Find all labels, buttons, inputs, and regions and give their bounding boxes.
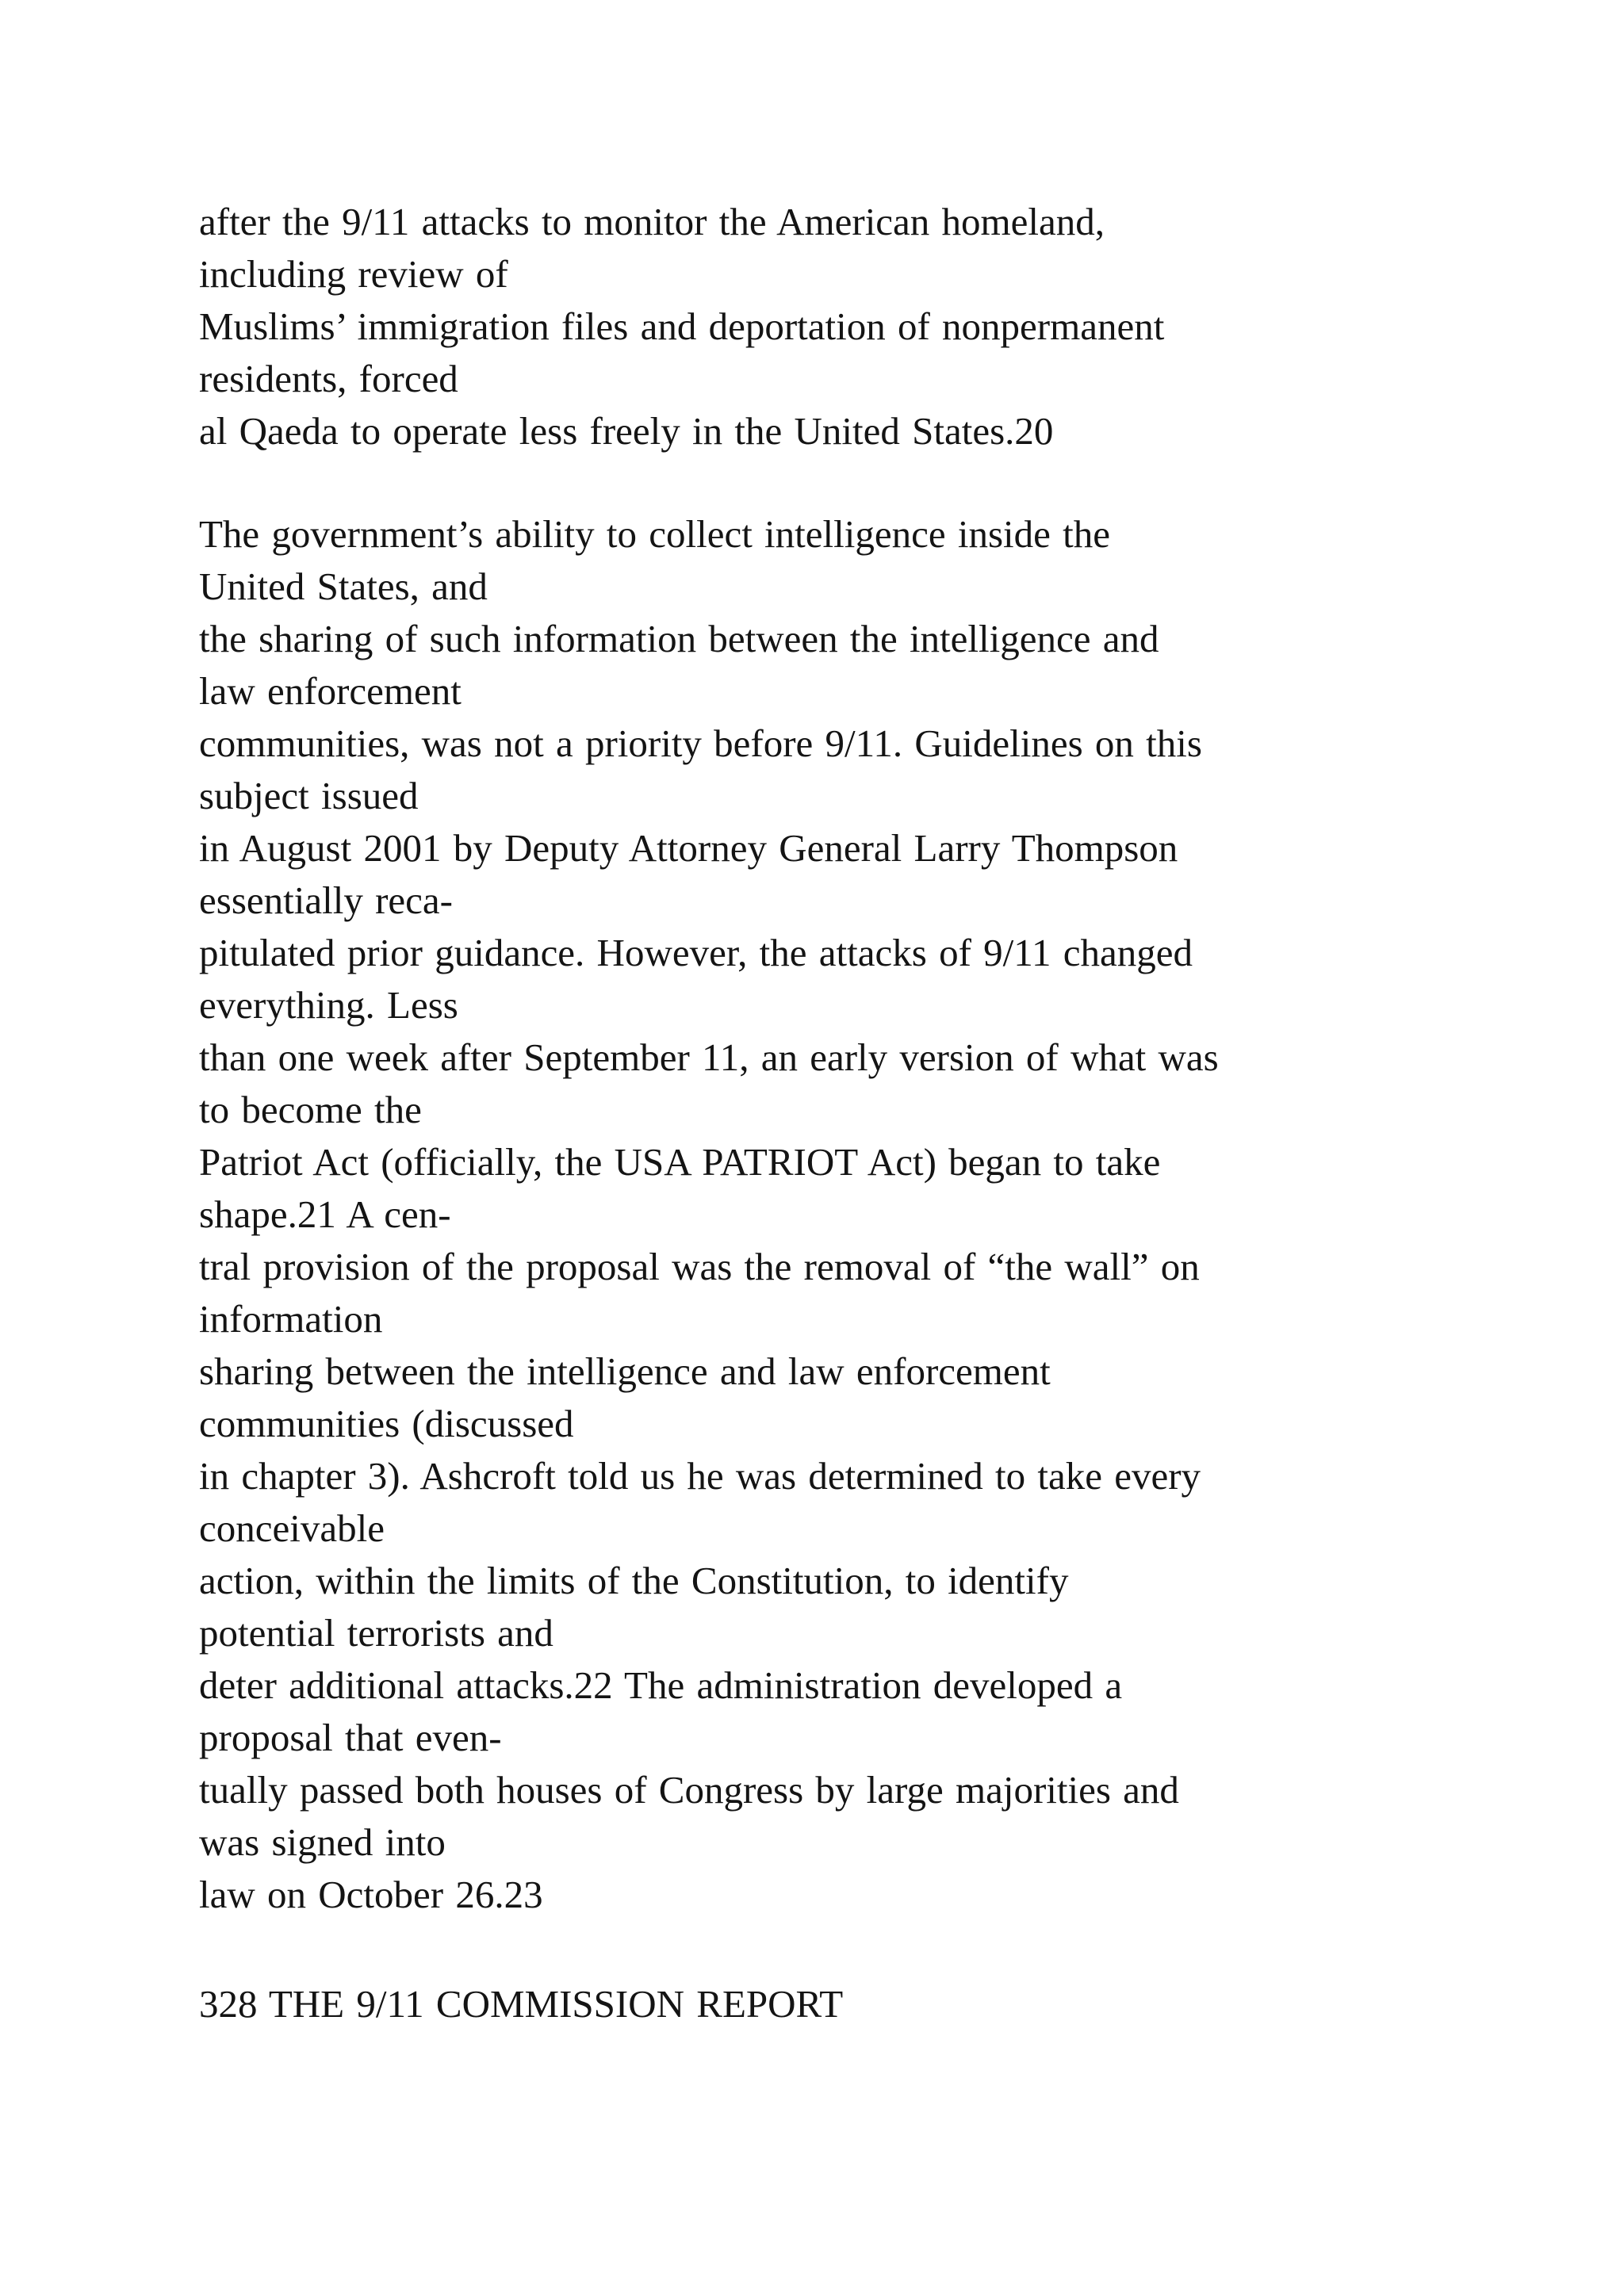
text-line: communities, was not a priority before 9/11. Guidelines on this	[199, 721, 1202, 765]
text-line: essentially reca-	[199, 878, 453, 922]
text-line: subject issued	[199, 774, 419, 817]
footer-text: 328 THE 9/11 COMMISSION REPORT	[199, 1982, 844, 2026]
text-line: Patriot Act (officially, the USA PATRIOT Act) began to take	[199, 1140, 1161, 1184]
text-line: sharing between the intelligence and law enforcement	[199, 1349, 1051, 1393]
text-line: potential terrorists and	[199, 1611, 553, 1655]
text-line: pitulated prior guidance. However, the attacks of 9/11 changed	[199, 931, 1193, 974]
text-line: Muslims’ immigration files and deportation of nonpermanent	[199, 304, 1165, 348]
text-line: in August 2001 by Deputy Attorney General Larry Thompson	[199, 826, 1178, 870]
text-line: al Qaeda to operate less freely in the United States.20	[199, 409, 1054, 453]
text-line: tually passed both houses of Congress by large majorities and	[199, 1768, 1179, 1812]
text-line: proposal that even-	[199, 1716, 502, 1759]
page-footer	[199, 1978, 843, 2030]
text-line: United States, and	[199, 564, 488, 608]
text-line: shape.21 A cen-	[199, 1192, 451, 1236]
text-line: deter additional attacks.22 The administration developed a	[199, 1663, 1123, 1707]
paragraph-1	[199, 196, 1164, 457]
text-line: to become the	[199, 1088, 422, 1131]
text-line: law enforcement	[199, 669, 462, 713]
text-line: action, within the limits of the Constitution, to identify	[199, 1559, 1069, 1602]
text-line: was signed into	[199, 1820, 446, 1864]
text-line: tral provision of the proposal was the removal of “the wall” on	[199, 1245, 1200, 1288]
text-line: everything. Less	[199, 983, 458, 1027]
text-line: including review of	[199, 252, 508, 296]
text-line: residents, forced	[199, 357, 458, 400]
text-line: after the 9/11 attacks to monitor the American homeland,	[199, 200, 1105, 243]
text-line: information	[199, 1297, 383, 1341]
text-line: than one week after September 11, an early version of what was	[199, 1035, 1219, 1079]
text-line: law on October 26.23	[199, 1873, 543, 1916]
paragraph-2	[199, 508, 1219, 1921]
text-line: communities (discussed	[199, 1402, 574, 1445]
text-line: The government’s ability to collect intelligence inside the	[199, 512, 1111, 556]
text-line: conceivable	[199, 1506, 385, 1550]
text-line: the sharing of such information between the intelligence and	[199, 617, 1159, 660]
text-line: in chapter 3). Ashcroft told us he was determined to take every	[199, 1454, 1201, 1498]
